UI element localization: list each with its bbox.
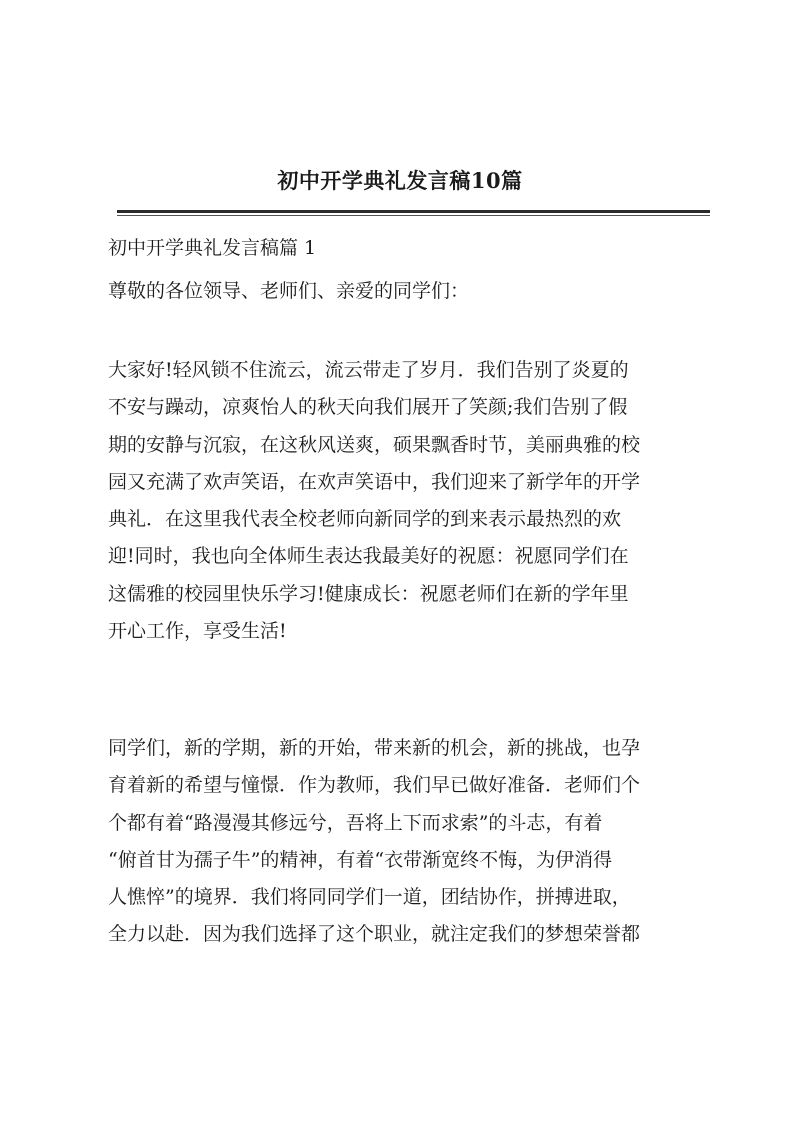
body-paragraph-2 (108, 730, 708, 954)
salutation: 尊敬的各位领导、老师们、亲爱的同学们： (108, 280, 470, 302)
paragraph-line: 园又充满了欢声笑语，在欢声笑语中，我们迎来了新学年的开学 (108, 470, 641, 493)
paragraph-line: 人憔悴”的境界．我们将同同学们一道，团结协作，拼搏进取， (108, 886, 631, 909)
paragraph-line: 典礼．在这里我代表全校老师向新同学的到来表示最热烈的欢 (108, 508, 622, 531)
paragraph-line: 大家好!轻风锁不住流云，流云带走了岁月．我们告别了炎夏的 (108, 359, 629, 381)
paragraph-line: 同学们，新的学期，新的开始，带来新的机会，新的挑战，也孕 (108, 737, 641, 759)
paragraph-line: “俯首甘为孺子牛”的精神，有着“衣带渐宽终不悔，为伊消得 (108, 848, 613, 871)
section-heading: 初中开学典礼发言稿篇 1 (108, 237, 317, 259)
paragraph-line: 这儒雅的校园里快乐学习!健康成长：祝愿老师们在新的学年里 (108, 582, 629, 605)
title-divider-thick (117, 210, 710, 213)
title-divider-thin (117, 215, 710, 216)
paragraph-line: 开心工作，享受生活! (108, 620, 287, 643)
body-paragraph-1 (108, 352, 708, 650)
paragraph-line: 期的安静与沉寂，在这秋风送爽，硕果飘香时节，美丽典雅的校 (108, 433, 641, 456)
paragraph-line: 个都有着“路漫漫其修远兮，吾将上下而求索”的斗志，有着 (108, 811, 603, 834)
paragraph-line: 育着新的希望与憧憬．作为教师，我们早已做好准备．老师们个 (108, 774, 641, 797)
paragraph-line: 不安与躁动，凉爽怡人的秋天向我们展开了笑颜;我们告别了假 (108, 396, 628, 419)
paragraph-line: 全力以赴．因为我们选择了这个职业，就注定我们的梦想荣誉都 (108, 923, 641, 946)
paragraph-line: 迎!同时，我也向全体师生表达我最美好的祝愿：祝愿同学们在 (108, 545, 629, 568)
document-title: 初中开学典礼发言稿10篇 (277, 168, 523, 193)
